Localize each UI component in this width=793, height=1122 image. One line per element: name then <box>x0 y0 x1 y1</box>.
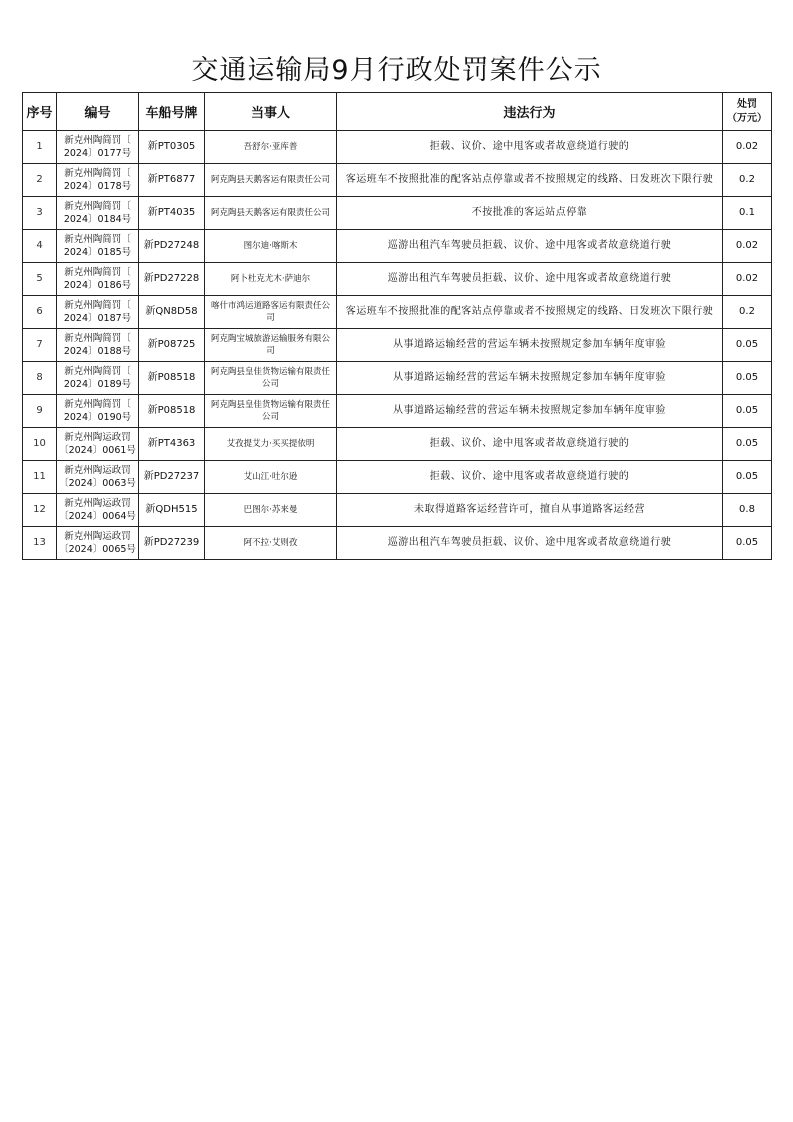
cell-plate: 新PD27228 <box>139 263 205 296</box>
cell-party: 图尔迪·喀斯木 <box>205 230 337 263</box>
cell-plate: 新PD27237 <box>139 461 205 494</box>
header-fine-line1: 处罚 <box>737 98 757 110</box>
cell-code <box>57 197 139 230</box>
cell-party: 艾山江·吐尔逊 <box>205 461 337 494</box>
cell-index: 4 <box>23 230 57 263</box>
cell-index: 2 <box>23 164 57 197</box>
cell-party: 阿克陶宝城旅游运输服务有限公司 <box>205 329 337 362</box>
cell-violation: 从事道路运输经营的营运车辆未按照规定参加车辆年度审验 <box>337 362 723 395</box>
table-row <box>23 230 772 263</box>
cell-fine: 0.02 <box>723 263 772 296</box>
cell-code-code1: 新克州陶简罚〔 <box>64 234 131 245</box>
cell-plate: 新QN8D58 <box>139 296 205 329</box>
cell-index: 13 <box>23 527 57 560</box>
table-row <box>23 428 772 461</box>
cell-code-code1: 新克州陶简罚〔 <box>64 201 131 212</box>
cell-fine: 0.2 <box>723 296 772 329</box>
header-fine <box>723 93 772 131</box>
cell-violation: 巡游出租汽车驾驶员拒载、议价、途中甩客或者故意绕道行驶 <box>337 230 723 263</box>
page-title: 交通运输局9月行政处罚案件公示 <box>191 55 602 86</box>
cell-fine: 0.05 <box>723 428 772 461</box>
cell-code-code1: 新克州陶运政罚 <box>64 531 131 542</box>
cell-fine: 0.05 <box>723 527 772 560</box>
cell-code-code1: 新克州陶简罚〔 <box>64 399 131 410</box>
cell-code-code2: 2024〕0190号 <box>63 412 132 423</box>
table-row <box>23 263 772 296</box>
cell-violation: 从事道路运输经营的营运车辆未按照规定参加车辆年度审验 <box>337 329 723 362</box>
cell-plate: 新PD27239 <box>139 527 205 560</box>
cell-violation: 巡游出租汽车驾驶员拒载、议价、途中甩客或者故意绕道行驶 <box>337 527 723 560</box>
cell-code-code2: 2024〕0188号 <box>63 346 132 357</box>
header-party: 当事人 <box>205 93 337 131</box>
cell-fine: 0.8 <box>723 494 772 527</box>
cell-party: 阿克陶县天鹅客运有限责任公司 <box>205 164 337 197</box>
table-row <box>23 164 772 197</box>
cell-code-code1: 新克州陶运政罚 <box>64 432 131 443</box>
cell-code <box>57 230 139 263</box>
table-row <box>23 131 772 164</box>
cell-party: 阿卜杜克尤木·萨迪尔 <box>205 263 337 296</box>
cell-party: 巴图尔·苏来曼 <box>205 494 337 527</box>
cell-fine: 0.1 <box>723 197 772 230</box>
cell-code-code2: 2024〕0185号 <box>63 247 132 258</box>
header-plate: 车船号牌 <box>139 93 205 131</box>
cell-index: 5 <box>23 263 57 296</box>
cell-violation: 客运班车不按照批准的配客站点停靠或者不按照规定的线路、日发班次下限行驶 <box>337 164 723 197</box>
cell-violation: 拒载、议价、途中甩客或者故意绕道行驶的 <box>337 428 723 461</box>
cell-fine: 0.05 <box>723 362 772 395</box>
cell-code <box>57 428 139 461</box>
cell-fine: 0.02 <box>723 230 772 263</box>
cell-fine: 0.05 <box>723 395 772 428</box>
cell-plate: 新PT4363 <box>139 428 205 461</box>
cell-plate: 新PT6877 <box>139 164 205 197</box>
cell-plate: 新QDH515 <box>139 494 205 527</box>
table-row <box>23 296 772 329</box>
cell-code <box>57 494 139 527</box>
cell-plate: 新PT0305 <box>139 131 205 164</box>
cell-party: 喀什市鸿运道路客运有限责任公司 <box>205 296 337 329</box>
cell-plate: 新P08518 <box>139 362 205 395</box>
header-violation: 违法行为 <box>337 93 723 131</box>
cell-code-code2: 〔2024〕0064号 <box>59 511 136 522</box>
cell-code-code2: 〔2024〕0061号 <box>59 445 136 456</box>
cell-code-code2: 2024〕0189号 <box>63 379 132 390</box>
cell-code-code2: 2024〕0178号 <box>63 181 132 192</box>
cell-plate: 新PD27248 <box>139 230 205 263</box>
cell-violation: 未取得道路客运经营许可，擅自从事道路客运经营 <box>337 494 723 527</box>
cell-index: 9 <box>23 395 57 428</box>
cell-code <box>57 164 139 197</box>
cell-violation: 拒载、议价、途中甩客或者故意绕道行驶的 <box>337 461 723 494</box>
table-body <box>23 131 772 560</box>
cell-code <box>57 296 139 329</box>
cell-code-code1: 新克州陶运政罚 <box>64 465 131 476</box>
table-row <box>23 197 772 230</box>
cell-fine: 0.05 <box>723 461 772 494</box>
cell-code <box>57 131 139 164</box>
cell-party: 阿克陶县天鹅客运有限责任公司 <box>205 197 337 230</box>
cell-plate: 新P08725 <box>139 329 205 362</box>
cell-code-code2: 〔2024〕0065号 <box>59 544 136 555</box>
cell-index: 3 <box>23 197 57 230</box>
table-row <box>23 362 772 395</box>
cell-code-code1: 新克州陶简罚〔 <box>64 300 131 311</box>
cell-code <box>57 395 139 428</box>
cell-index: 6 <box>23 296 57 329</box>
table-row <box>23 461 772 494</box>
cell-code-code2: 2024〕0186号 <box>63 280 132 291</box>
cell-index: 11 <box>23 461 57 494</box>
penalty-table <box>22 92 772 560</box>
cell-code-code1: 新克州陶简罚〔 <box>64 366 131 377</box>
cell-fine: 0.02 <box>723 131 772 164</box>
cell-code-code1: 新克州陶简罚〔 <box>64 267 131 278</box>
cell-code-code2: 2024〕0187号 <box>63 313 132 324</box>
header-index: 序号 <box>23 93 57 131</box>
cell-code-code1: 新克州陶简罚〔 <box>64 135 131 146</box>
cell-code-code2: 〔2024〕0063号 <box>59 478 136 489</box>
cell-code-code1: 新克州陶运政罚 <box>64 498 131 509</box>
cell-plate: 新P08518 <box>139 395 205 428</box>
cell-code <box>57 263 139 296</box>
cell-index: 12 <box>23 494 57 527</box>
header-code: 编号 <box>57 93 139 131</box>
cell-party: 艾孜提艾力·买买提依明 <box>205 428 337 461</box>
table-row <box>23 527 772 560</box>
cell-code <box>57 329 139 362</box>
cell-violation: 不按批准的客运站点停靠 <box>337 197 723 230</box>
cell-fine: 0.2 <box>723 164 772 197</box>
table-row <box>23 395 772 428</box>
cell-plate: 新PT4035 <box>139 197 205 230</box>
cell-violation: 客运班车不按照批准的配客站点停靠或者不按照规定的线路、日发班次下限行驶 <box>337 296 723 329</box>
cell-violation: 拒载、议价、途中甩客或者故意绕道行驶的 <box>337 131 723 164</box>
cell-code-code2: 2024〕0184号 <box>63 214 132 225</box>
cell-party: 阿克陶县皇佳货物运输有限责任公司 <box>205 362 337 395</box>
cell-violation: 从事道路运输经营的营运车辆未按照规定参加车辆年度审验 <box>337 395 723 428</box>
table-header-row <box>23 93 772 131</box>
cell-index: 1 <box>23 131 57 164</box>
table-row <box>23 329 772 362</box>
cell-fine: 0.05 <box>723 329 772 362</box>
cell-code-code2: 2024〕0177号 <box>63 148 132 159</box>
cell-code-code1: 新克州陶简罚〔 <box>64 333 131 344</box>
cell-violation: 巡游出租汽车驾驶员拒载、议价、途中甩客或者故意绕道行驶 <box>337 263 723 296</box>
table-row <box>23 494 772 527</box>
cell-code-code1: 新克州陶简罚〔 <box>64 168 131 179</box>
cell-party: 吾舒尔·亚库普 <box>205 131 337 164</box>
cell-index: 10 <box>23 428 57 461</box>
cell-party: 阿不拉·艾则孜 <box>205 527 337 560</box>
cell-code <box>57 362 139 395</box>
cell-code <box>57 527 139 560</box>
cell-code <box>57 461 139 494</box>
cell-index: 8 <box>23 362 57 395</box>
header-fine-line2: （万元） <box>727 112 767 124</box>
cell-index: 7 <box>23 329 57 362</box>
cell-party: 阿克陶县皇佳货物运输有限责任公司 <box>205 395 337 428</box>
